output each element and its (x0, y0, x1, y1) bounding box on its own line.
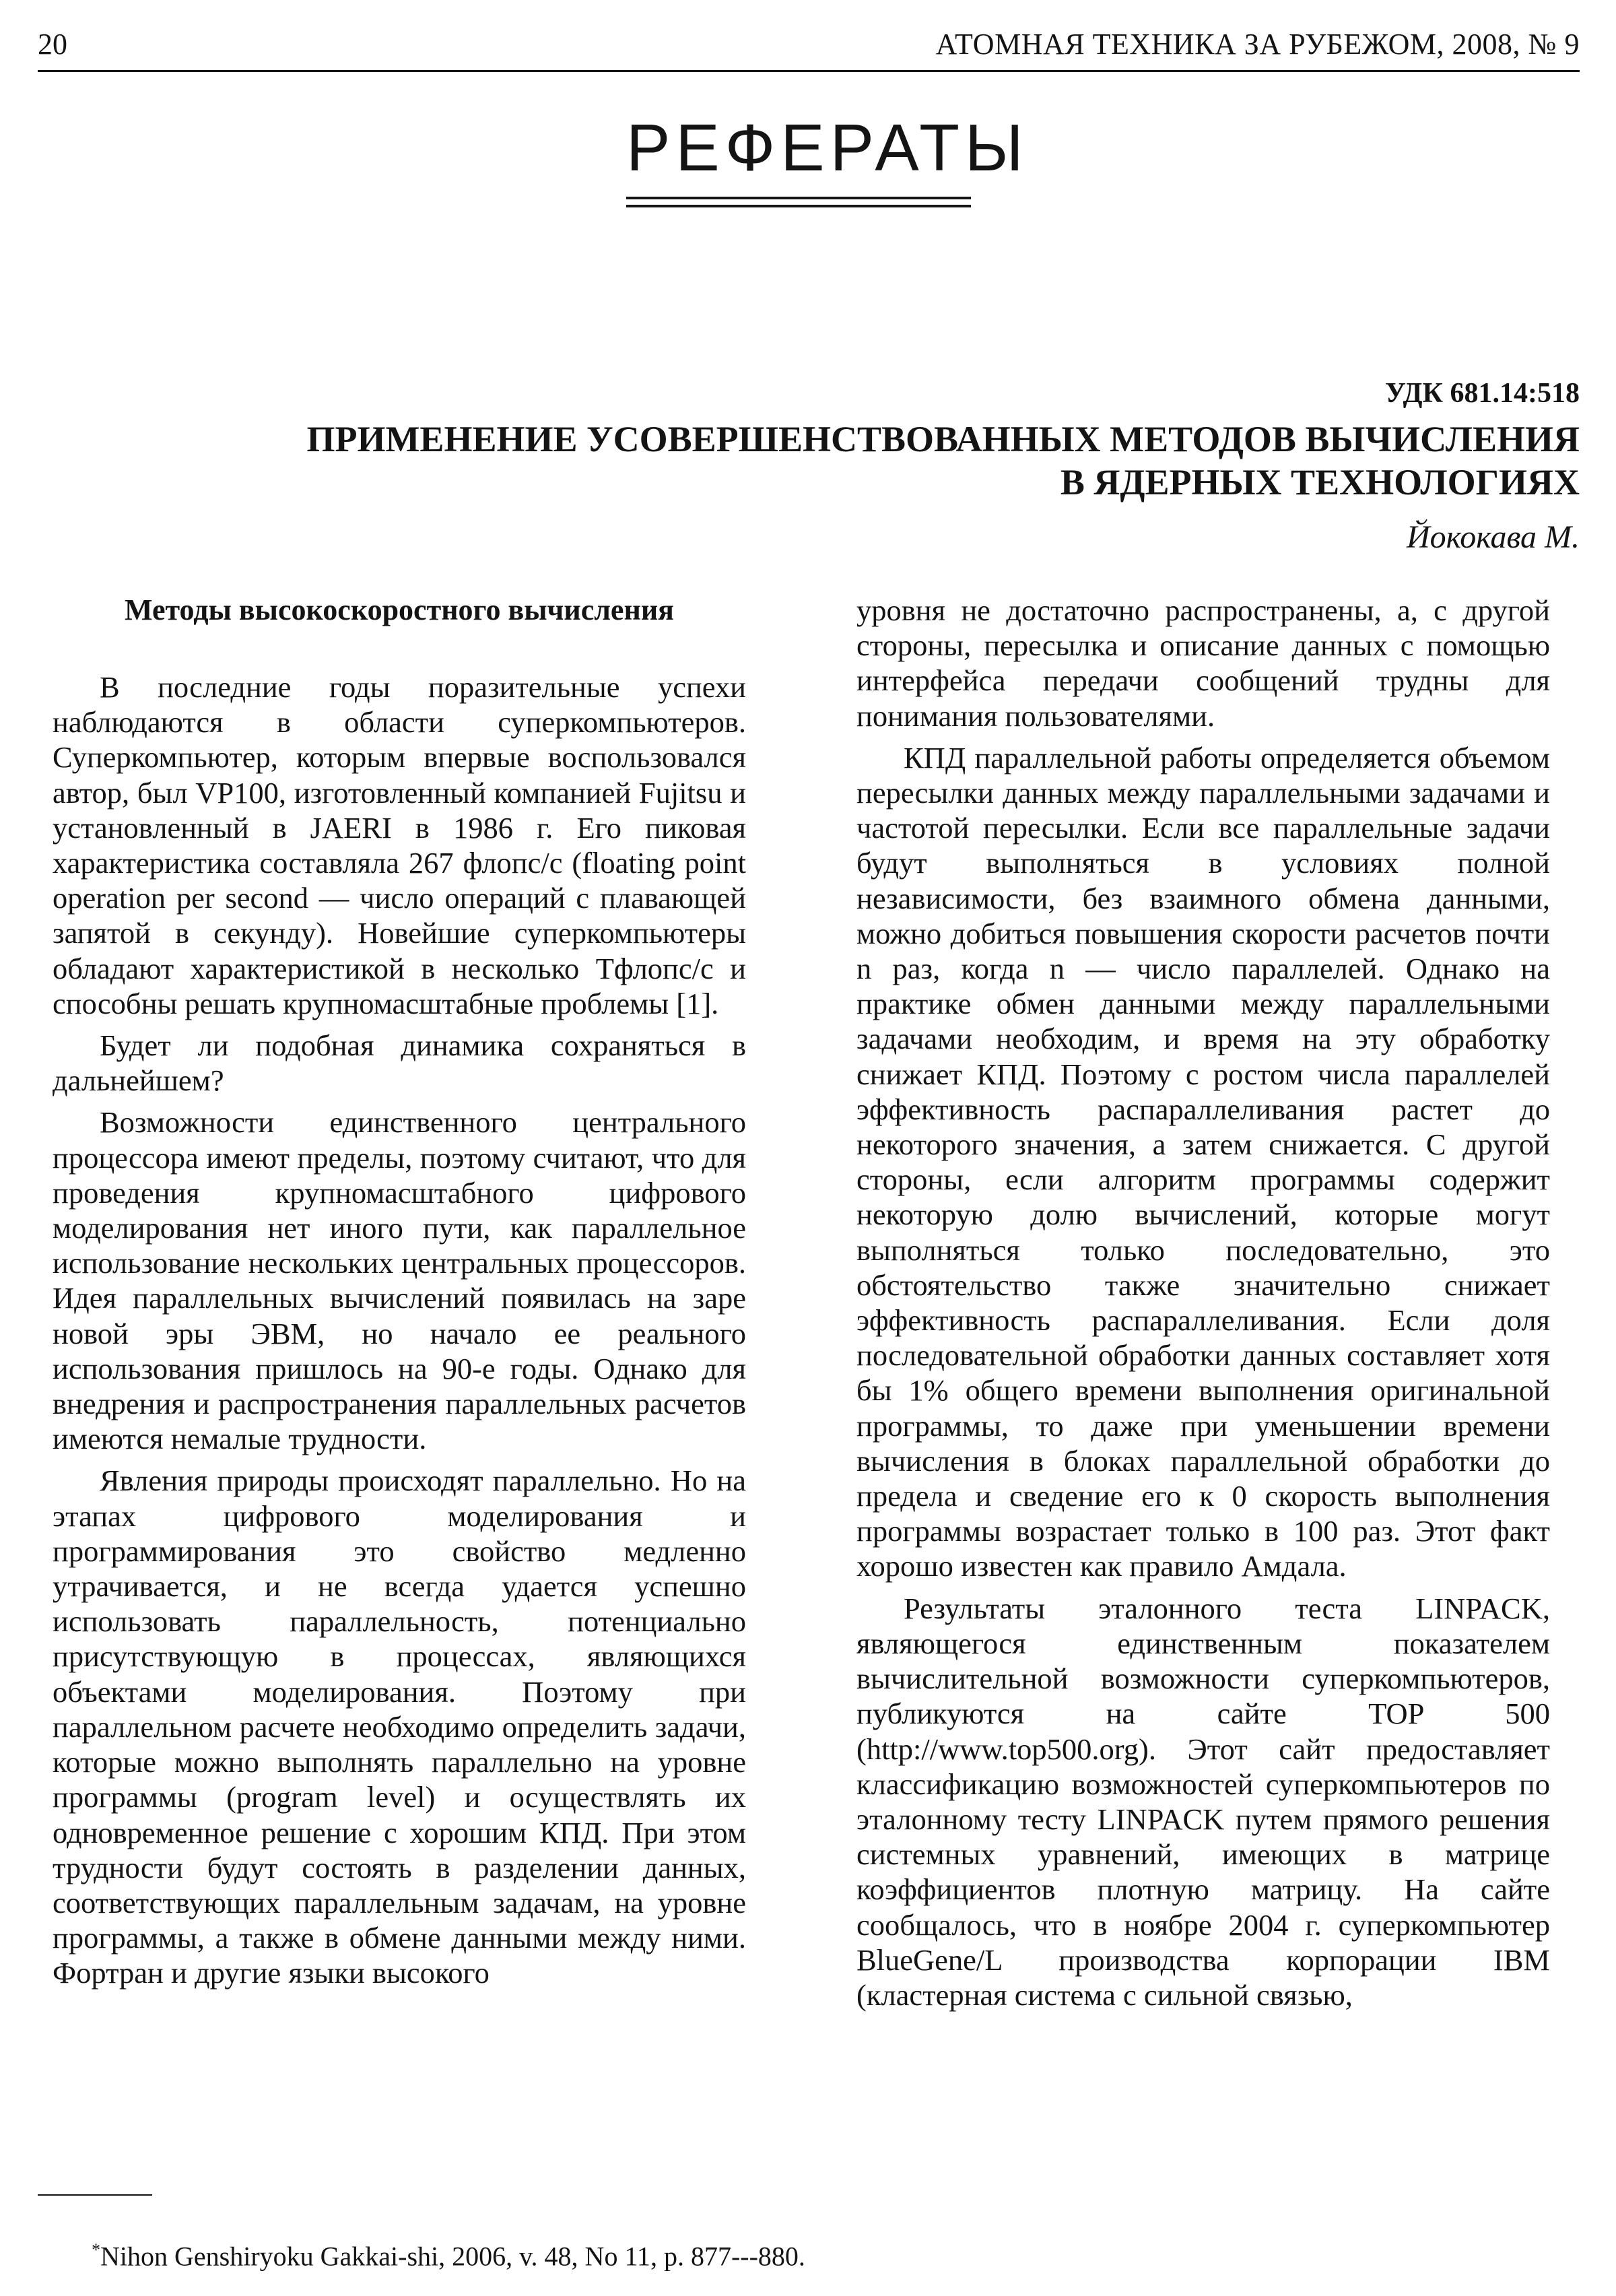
footnote (92, 2240, 805, 2272)
paragraph: Явления природы происходят параллельно. Но на этапах цифрового моделирования и программирования это свойство медленно утрачивается, и не всегда удается успешно использовать параллельность, потенциально присутствующую в процессах, являющихся объектами моделирования. Поэтому при параллельном расчете необходимо определить задачи, которые можно выполнять параллельно на уровне программы (program level) и осуществлять их одновременное решение с хорошим КПД. При этом трудности будут состоять в разделении данных, соответствующих параллельным задачам, на уровне программы, а также в обмене данными между ними. Фортран и другие языки высокого (53, 1464, 746, 1990)
section-title-underline (626, 197, 971, 199)
article-title-line-1: ПРИМЕНЕНИЕ УСОВЕРШЕНСТВОВАННЫХ МЕТОДОВ ВЫЧИСЛЕНИЯ (306, 419, 1580, 459)
header-rule (38, 70, 1580, 72)
footnote-rule (38, 2194, 152, 2196)
paragraph: Будет ли подобная динамика сохраняться в дальнейшем? (53, 1028, 746, 1098)
journal-title: АТОМНАЯ ТЕХНИКА ЗА РУБЕЖОМ, 2008, № 9 (935, 28, 1580, 61)
footnote-mark: * (92, 2240, 100, 2260)
paragraph: В последние годы поразительные успехи наблюдаются в области суперкомпьютеров. Суперкомпьютер, которым впервые воспользовался автор, был VP100, изготовленный компанией Fujitsu и установленный в JAERI в 1986 г. Его пиковая характеристика составляла 267 флопс/с (floating point operation per second — число операций с плавающей запятой в секунду). Новейшие суперкомпьютеры обладают характеристикой в несколько Тфлопс/с и способны решать крупномасштабные проблемы [1]. (53, 670, 746, 1020)
article-title-line-2: В ЯДЕРНЫХ ТЕХНОЛОГИЯХ (1060, 462, 1580, 502)
udk-code: УДК 681.14:518 (1385, 378, 1580, 409)
section-title-underline-second (626, 205, 971, 207)
left-column (53, 593, 746, 1991)
paragraph: Результаты эталонного теста LINPACK, являющегося единственным показателем вычислительной возможности суперкомпьютеров, публикуются на сайте TOP 500 (http://www.top500.org). Этот сайт предоставляет классификацию возможностей суперкомпьютеров по эталонному тесту LINPACK путем прямого решения системных уравнений, имеющих в матрице коэффициентов плотную матрицу. На сайте сообщалось, что в ноябре 2004 г. суперкомпьютер BlueGene/L производства корпорации IBM (кластерная система с сильной связью, (856, 1591, 1550, 2012)
article-title (233, 418, 1580, 504)
paragraph: КПД параллельной работы определяется объемом пересылки данных между параллельными задачами и частотой пересылки. Если все параллельные задачи будут выполняться в условиях полной независимости, без взаимного обмена данными, можно добиться повышения скорости расчетов почти n раз, когда n — число параллелей. Однако на практике обмен данными между параллельными задачами необходим, и время на эту обработку снижает КПД. Поэтому с ростом числа параллелей эффективность распараллеливания растет до некоторого значения, а затем снижается. С другой стороны, если алгоритм программы содержит некоторую долю вычислений, которые могут выполняться только последовательно, это обстоятельство также значительно снижает эффективность распараллеливания. Если доля последовательной обработки данных составляет хотя бы 1% общего времени выполнения оригинальной программы, то даже при уменьшении времени вычисления в блоках параллельной обработки до предела и сведение его к 0 скорость выполнения программы возрастает только в 100 раз. Этот факт хорошо известен как правило Амдала. (856, 740, 1550, 1583)
article-author: Йококава М. (1406, 519, 1580, 555)
page-number: 20 (38, 28, 67, 61)
paragraph-continued: уровня не достаточно распространены, а, с другой стороны, пересылка и описание данных с помощью интерфейса передачи сообщений трудны для понимания пользователями. (856, 593, 1550, 733)
section-title: РЕФЕРАТЫ (626, 110, 1029, 185)
right-column (856, 593, 1550, 2012)
running-header (38, 27, 1580, 67)
paragraph: Возможности единственного центрального процессора имеют пределы, поэтому считают, что для проведения крупномасштабного цифрового моделирования нет иного пути, как параллельное использование нескольких центральных процессоров. Идея параллельных вычислений появилась на заре новой эры ЭВМ, но начало ее реального использования пришлось на 90-е годы. Однако для внедрения и распространения параллельных расчетов имеются немалые трудности. (53, 1105, 746, 1456)
footnote-text: Nihon Genshiryoku Gakkai-shi, 2006, v. 48, No 11, p. 877---880. (100, 2241, 805, 2272)
subsection-heading: Методы высокоскоростного вычисления (125, 593, 674, 626)
